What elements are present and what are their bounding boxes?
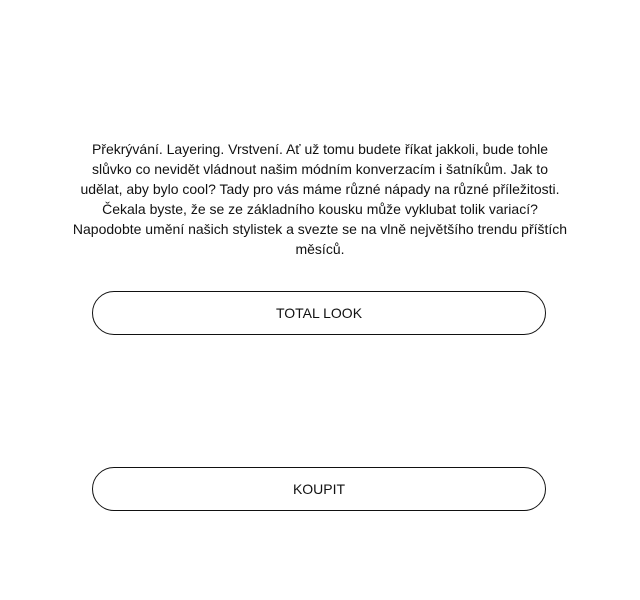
intro-paragraph: Překrývání. Layering. Vrstvení. Ať už tomu budete říkat jakkoli, bude tohle slůvko co nevidět vládnout našim módním konverzacím i šatníkům. Jak to udělat, aby bylo cool? Tady pro vás máme různé nápady na různé příležitosti. Čekala byste, že se ze základního kousku může vyklubat tolik variací? Napodobte umění našich stylistek a svezte se na vlně největšího trendu příštích měsíců.	[72, 141, 568, 257]
total-look-button[interactable]: TOTAL LOOK	[92, 291, 546, 335]
buy-button[interactable]: KOUPIT	[92, 467, 546, 511]
